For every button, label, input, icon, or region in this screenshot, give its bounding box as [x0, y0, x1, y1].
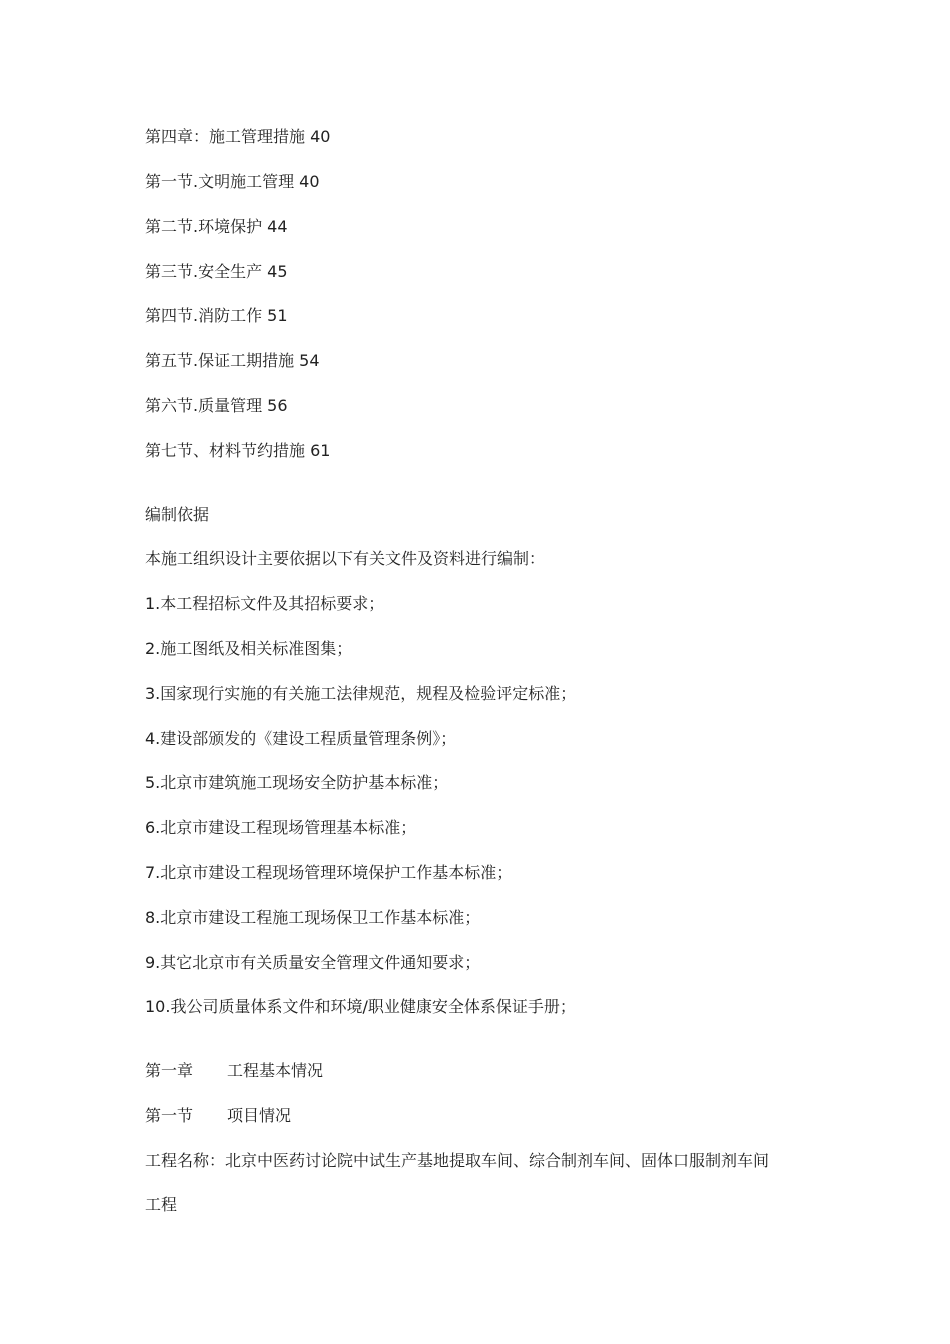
chapter-heading: [145, 1061, 323, 1081]
basis-item: 5.北京市建筑施工现场安全防护基本标准；: [145, 773, 449, 792]
toc-entry: 第一节.文明施工管理 40: [145, 172, 320, 191]
basis-item: 2.施工图纸及相关标准图集；: [145, 639, 353, 658]
chapter-number: 第一章: [145, 1061, 194, 1080]
toc-entry: 第四章：施工管理措施 40: [145, 127, 331, 146]
basis-item: 9.其它北京市有关质量安全管理文件通知要求；: [145, 953, 481, 972]
toc-entry: 第五节.保证工期措施 54: [145, 351, 320, 370]
chapter-title: 工程基本情况: [227, 1061, 324, 1080]
basis-item: 8.北京市建设工程施工现场保卫工作基本标准；: [145, 908, 481, 927]
basis-item: 3.国家现行实施的有关施工法律规范，规程及检验评定标准；: [145, 684, 577, 703]
basis-item: 1.本工程招标文件及其招标要求；: [145, 594, 385, 613]
basis-heading: 编制依据: [145, 505, 210, 524]
toc-entry: 第二节.环境保护 44: [145, 217, 288, 236]
toc-entry: 第六节.质量管理 56: [145, 396, 288, 415]
basis-item: 10.我公司质量体系文件和环境/职业健康安全体系保证手册；: [145, 997, 576, 1016]
basis-item: 7.北京市建设工程现场管理环境保护工作基本标准；: [145, 863, 513, 882]
basis-item: 6.北京市建设工程现场管理基本标准；: [145, 818, 417, 837]
section-number: 第一节: [145, 1106, 194, 1125]
section-heading: [145, 1106, 291, 1126]
basis-item: 4.建设部颁发的《建设工程质量管理条例》；: [145, 729, 457, 748]
basis-intro: 本施工组织设计主要依据以下有关文件及资料进行编制：: [145, 549, 546, 568]
toc-entry: 第四节.消防工作 51: [145, 306, 288, 325]
project-name-line: 工程: [145, 1195, 178, 1214]
toc-entry: 第七节、材料节约措施 61: [145, 441, 331, 460]
project-name-line: 工程名称：北京中医药讨论院中试生产基地提取车间、综合制剂车间、固体口服制剂车间: [145, 1151, 770, 1170]
toc-entry: 第三节.安全生产 45: [145, 262, 288, 281]
section-title: 项目情况: [227, 1106, 292, 1125]
